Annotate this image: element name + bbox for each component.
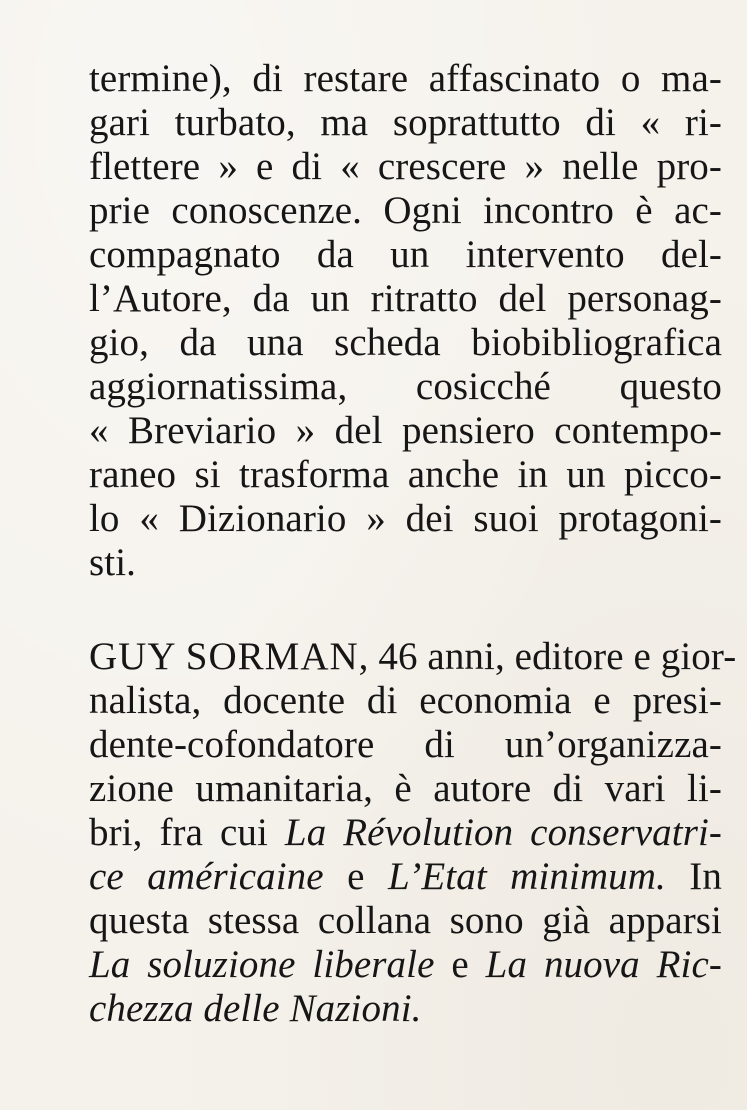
book-title: La nuova Ric- — [485, 943, 722, 986]
book-title: ce américaine — [89, 855, 324, 898]
book-title: La Révolution conservatri- — [284, 811, 722, 854]
blurb-line: termine), di restare affascinato o ma- — [89, 57, 722, 100]
bio-line: nalista, docente di economia e presi- — [89, 679, 722, 722]
bio-line — [89, 811, 722, 855]
author-name: GUY SORMAN — [89, 635, 359, 678]
blurb-line: aggiornatissima, cosicché questo — [89, 365, 722, 408]
bio-line: chezza delle Nazioni. — [89, 987, 422, 1030]
bio-text: e — [323, 855, 388, 898]
bio-text: bri, fra cui — [89, 811, 285, 854]
blurb-line: lo « Dizionario » dei suoi protagoni- — [89, 497, 722, 540]
blurb-line: raneo si trasforma anche in un picco- — [89, 453, 722, 496]
bio-line — [89, 855, 722, 899]
blurb-line: prie conoscenze. Ogni incontro è ac- — [89, 189, 722, 232]
blurb-line: sti. — [89, 541, 136, 584]
bio-line: zione umanitaria, è autore di vari li- — [89, 767, 722, 810]
bio-text: e — [434, 943, 486, 986]
bio-line: dente-cofondatore di un’organizza- — [89, 723, 722, 766]
bio-line — [89, 635, 737, 679]
book-title: La soluzione liberale — [89, 943, 435, 986]
blurb-line: gari turbato, ma soprattutto di « ri- — [89, 101, 722, 144]
blurb-line: compagnato da un intervento del- — [89, 233, 722, 276]
bio-text: In — [665, 855, 722, 898]
book-title: L’Etat minimum. — [387, 855, 666, 898]
blurb-line: flettere » e di « crescere » nelle pro- — [89, 145, 722, 188]
blurb-line: l’Autore, da un ritratto del personag- — [89, 277, 722, 320]
bio-line: questa stessa collana sono già apparsi — [89, 899, 722, 942]
bio-line — [89, 943, 722, 987]
bio-text: , 46 anni, editore e gior- — [358, 635, 737, 678]
blurb-line: gio, da una scheda biobibliografica — [89, 321, 722, 364]
blurb-line: « Breviario » del pensiero contempo- — [89, 409, 722, 452]
